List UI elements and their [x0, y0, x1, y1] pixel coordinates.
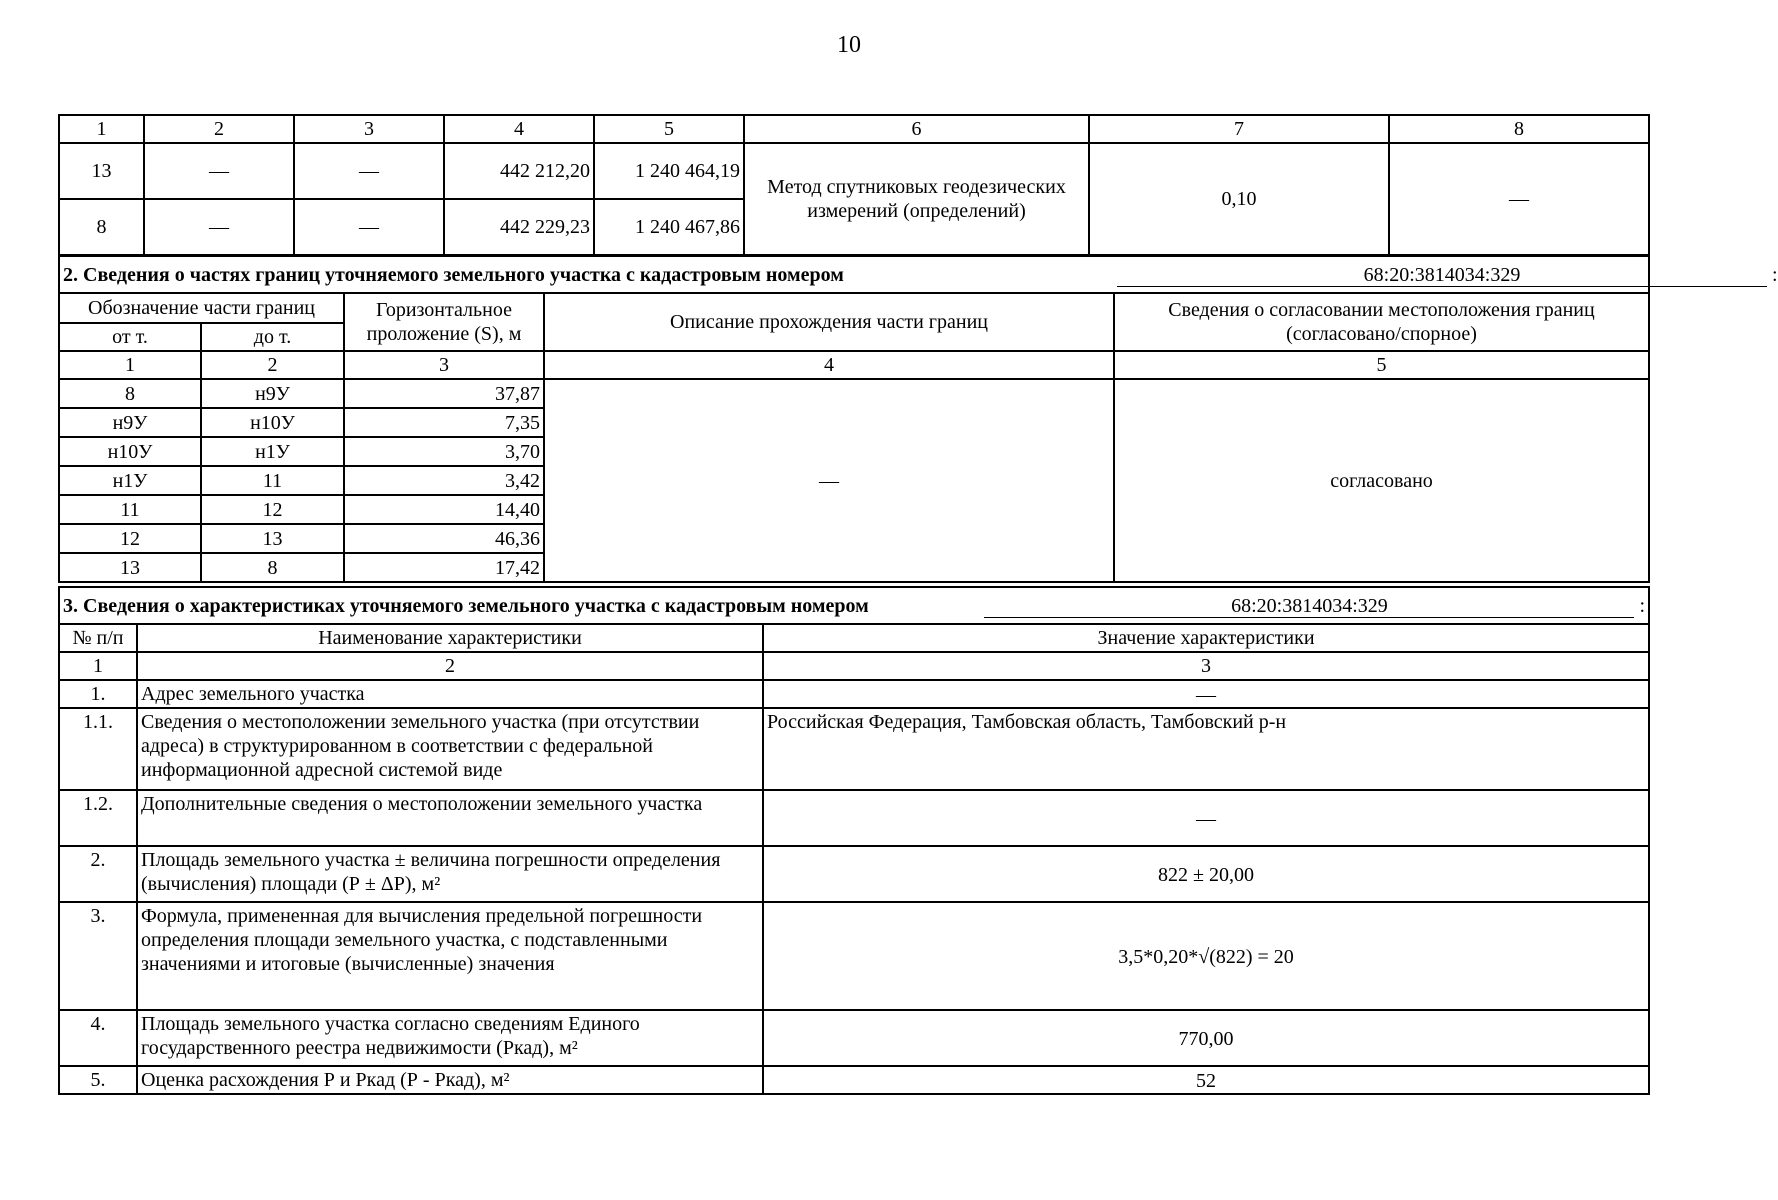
section-title: 2. Сведения о частях границ уточняемого земельного участка с кадастровым номером [59, 256, 1114, 293]
characteristic-value: 822 ± 20,00 [763, 846, 1649, 902]
column-number: 3 [344, 351, 544, 379]
part-designation-header: Обозначение части границ [59, 293, 344, 323]
colon: : [1639, 594, 1646, 617]
column-numbers-row [59, 652, 1649, 680]
header-row [59, 624, 1649, 652]
column-number: 6 [744, 115, 1089, 143]
to-point: 11 [201, 466, 344, 495]
coordinate-y: 1 240 467,86 [594, 199, 744, 255]
characteristic-name: Формула, примененная для вычисления предельной погрешности определения площади земельного участка, с подставленными значениями и итоговые (вычисленные) значения [137, 902, 763, 1010]
column-number: 1 [59, 351, 201, 379]
table-row [59, 379, 1649, 408]
coordinate-x: 442 229,23 [444, 199, 594, 255]
cadastral-cell [763, 587, 1649, 624]
number-header: № п/п [59, 624, 137, 652]
cadastral-cell [1114, 256, 1778, 293]
column-8-value: — [1389, 143, 1649, 255]
page-number: 10 [837, 32, 861, 58]
column-number: 7 [1089, 115, 1389, 143]
characteristic-value: 770,00 [763, 1010, 1649, 1066]
point-name: 13 [59, 143, 144, 199]
row-number: 4. [59, 1010, 137, 1066]
characteristic-value: — [763, 680, 1649, 708]
from-point: н9У [59, 408, 201, 437]
from-point: 8 [59, 379, 201, 408]
column-number: 3 [294, 115, 444, 143]
characteristic-name: Площадь земельного участка согласно сведениям Единого государственного реестра недвижимости (Ркад), м² [137, 1010, 763, 1066]
to-point: н9У [201, 379, 344, 408]
from-point: н10У [59, 437, 201, 466]
table-row [59, 902, 1649, 1010]
dash-cell: — [294, 143, 444, 199]
characteristic-value: 3,5*0,20*√(822) = 20 [763, 902, 1649, 1010]
header-row [59, 293, 1649, 323]
column-number: 4 [544, 351, 1114, 379]
horizontal-length-header: Горизонтальное проложение (S), м [344, 293, 544, 351]
accuracy-value: 0,10 [1089, 143, 1389, 255]
characteristic-value: Российская Федерация, Тамбовская область, Тамбовский р-н [763, 708, 1649, 790]
table-row [59, 143, 1649, 199]
column-number: 3 [763, 652, 1649, 680]
characteristic-name: Оценка расхождения Р и Ркад (Р - Ркад), м² [137, 1066, 763, 1094]
from-point: 11 [59, 495, 201, 524]
horizontal-length: 3,70 [344, 437, 544, 466]
characteristic-name: Площадь земельного участка ± величина погрешности определения (вычисления) площади (Р ± ΔР), м² [137, 846, 763, 902]
column-number: 5 [1114, 351, 1649, 379]
name-header: Наименование характеристики [137, 624, 763, 652]
section-2-heading-row [59, 256, 1649, 293]
description-value: — [544, 379, 1114, 582]
horizontal-length: 37,87 [344, 379, 544, 408]
horizontal-length: 17,42 [344, 553, 544, 582]
coordinate-y: 1 240 464,19 [594, 143, 744, 199]
cadastral-number: 68:20:3814034:329 [1117, 264, 1767, 287]
description-header: Описание прохождения части границ [544, 293, 1114, 351]
column-number: 4 [444, 115, 594, 143]
coordinates-header-row [59, 115, 1649, 143]
row-number: 1.1. [59, 708, 137, 790]
row-number: 1. [59, 680, 137, 708]
column-number: 1 [59, 652, 137, 680]
boundary-parts-table [58, 255, 1778, 583]
table-row [59, 708, 1649, 790]
to-point: 12 [201, 495, 344, 524]
row-number: 5. [59, 1066, 137, 1094]
dash-cell: — [144, 199, 294, 255]
table-row [59, 1066, 1649, 1094]
colon: : [1772, 263, 1778, 286]
from-point-header: от т. [59, 323, 201, 351]
section-title: 3. Сведения о характеристиках уточняемого земельного участка с кадастровым номером [59, 587, 763, 624]
from-point: н1У [59, 466, 201, 495]
column-number: 8 [1389, 115, 1649, 143]
dash-cell: — [144, 143, 294, 199]
to-point-header: до т. [201, 323, 344, 351]
coordinate-x: 442 212,20 [444, 143, 594, 199]
row-number: 3. [59, 902, 137, 1010]
table-row [59, 846, 1649, 902]
column-number: 1 [59, 115, 144, 143]
horizontal-length: 3,42 [344, 466, 544, 495]
characteristic-name: Адрес земельного участка [137, 680, 763, 708]
agreement-header: Сведения о согласовании местоположения границ (согласовано/спорное) [1114, 293, 1649, 351]
from-point: 13 [59, 553, 201, 582]
characteristic-value: — [763, 790, 1649, 846]
measurement-method: Метод спутниковых геодезических измерений (определений) [744, 143, 1089, 255]
characteristic-name: Дополнительные сведения о местоположении земельного участка [137, 790, 763, 846]
cadastral-number: 68:20:3814034:329 [984, 595, 1634, 618]
horizontal-length: 14,40 [344, 495, 544, 524]
coordinates-table [58, 114, 1650, 256]
point-name: 8 [59, 199, 144, 255]
row-number: 2. [59, 846, 137, 902]
to-point: н10У [201, 408, 344, 437]
characteristic-value: 52 [763, 1066, 1649, 1094]
to-point: 8 [201, 553, 344, 582]
column-number: 5 [594, 115, 744, 143]
horizontal-length: 46,36 [344, 524, 544, 553]
horizontal-length: 7,35 [344, 408, 544, 437]
to-point: 13 [201, 524, 344, 553]
row-number: 1.2. [59, 790, 137, 846]
characteristics-table [58, 586, 1650, 1095]
to-point: н1У [201, 437, 344, 466]
agreement-value: согласовано [1114, 379, 1649, 582]
table-row [59, 1010, 1649, 1066]
column-number: 2 [201, 351, 344, 379]
table-row [59, 790, 1649, 846]
table-row [59, 680, 1649, 708]
column-number: 2 [137, 652, 763, 680]
from-point: 12 [59, 524, 201, 553]
section-3-heading-row [59, 587, 1649, 624]
dash-cell: — [294, 199, 444, 255]
characteristic-name: Сведения о местоположении земельного участка (при отсутствии адреса) в структурированном в соответствии с федеральной информационной адресной системой виде [137, 708, 763, 790]
column-numbers-row [59, 351, 1649, 379]
value-header: Значение характеристики [763, 624, 1649, 652]
column-number: 2 [144, 115, 294, 143]
